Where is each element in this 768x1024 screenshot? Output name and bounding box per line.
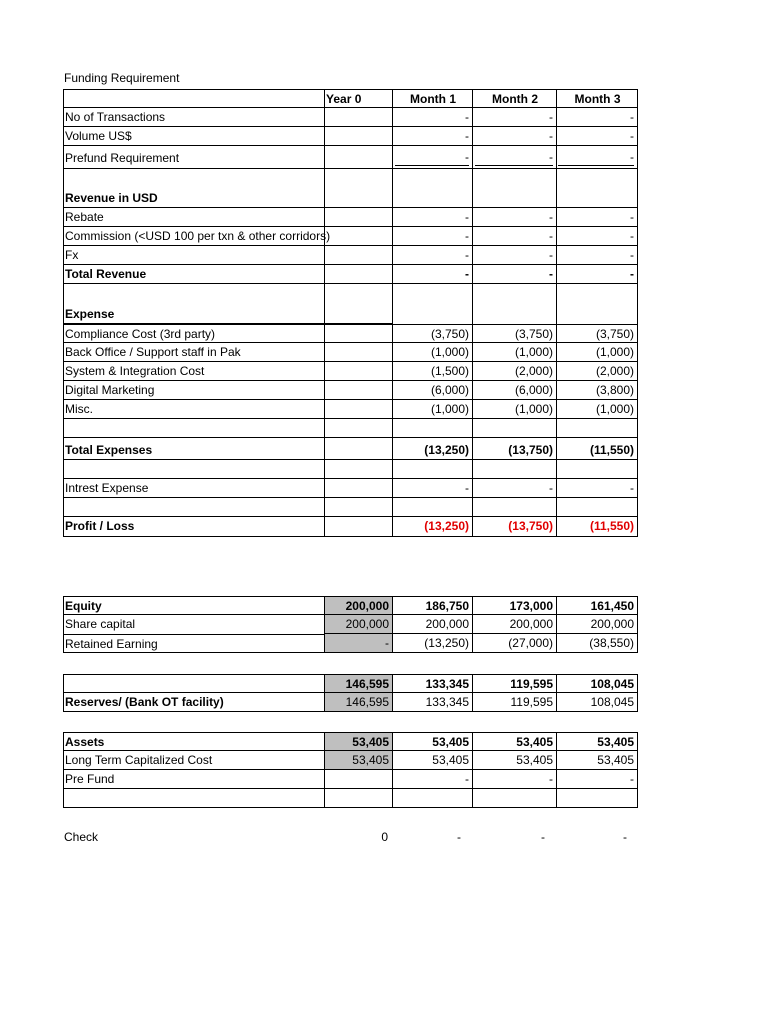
row-label[interactable]: [63, 498, 324, 517]
cell-month2[interactable]: -: [472, 770, 556, 789]
cell-year0[interactable]: [324, 324, 392, 343]
cell-year0[interactable]: [324, 419, 392, 438]
cell-year0[interactable]: [324, 438, 392, 460]
cell-month2[interactable]: -: [472, 127, 556, 146]
cell-month1[interactable]: (13,250): [392, 517, 472, 537]
cell-month3[interactable]: -: [556, 246, 638, 265]
cell-year0[interactable]: [324, 108, 392, 127]
cell-month1[interactable]: -: [392, 108, 472, 127]
cell-month3[interactable]: 53,405: [556, 732, 638, 751]
check-label: Check: [64, 830, 99, 844]
cell-month3[interactable]: [556, 169, 638, 208]
cell-month3[interactable]: 161,450: [556, 596, 638, 615]
cell-month3[interactable]: (38,550): [556, 634, 638, 653]
cell-month3[interactable]: -: [556, 770, 638, 789]
cell-month3[interactable]: (3,800): [556, 381, 638, 400]
expense-heading-row: [63, 284, 638, 324]
cell-year0[interactable]: 146,595: [324, 693, 392, 712]
cell-month1[interactable]: 53,405: [392, 751, 472, 770]
header-row: [63, 89, 638, 108]
cell-month3[interactable]: (2,000): [556, 362, 638, 381]
cell-year0[interactable]: [324, 227, 392, 246]
cell-month1[interactable]: [392, 498, 472, 517]
cell-month3[interactable]: (11,550): [556, 438, 638, 460]
check-year0: 0: [381, 830, 388, 844]
cell-month2[interactable]: -: [472, 246, 556, 265]
cell-month2[interactable]: 200,000: [472, 615, 556, 634]
table-row: [63, 146, 638, 169]
cell-year0[interactable]: [324, 127, 392, 146]
table-row: [63, 615, 638, 634]
cell-year0[interactable]: [324, 381, 392, 400]
row-label[interactable]: Fx: [63, 246, 324, 265]
blank-row: [63, 789, 638, 808]
cell-month3[interactable]: (11,550): [556, 517, 638, 537]
cell-month2[interactable]: -: [472, 108, 556, 127]
cell-month2[interactable]: 53,405: [472, 732, 556, 751]
row-label[interactable]: Compliance Cost (3rd party): [63, 324, 324, 343]
cell-month3[interactable]: 53,405: [556, 751, 638, 770]
cell-month1[interactable]: -: [392, 227, 472, 246]
row-label[interactable]: Assets: [63, 732, 324, 751]
cell-month2[interactable]: -: [472, 479, 556, 498]
total-expenses-row: [63, 438, 638, 460]
cell-year0[interactable]: [324, 498, 392, 517]
cell-month1[interactable]: (1,500): [392, 362, 472, 381]
row-label[interactable]: Pre Fund: [63, 770, 324, 789]
row-label[interactable]: Reserves/ (Bank OT facility): [63, 693, 324, 712]
cell-year0[interactable]: 53,405: [324, 732, 392, 751]
profit-loss-row: [63, 517, 638, 537]
row-label[interactable]: Intrest Expense: [63, 479, 324, 498]
cell-month3[interactable]: [556, 419, 638, 438]
cell-month1[interactable]: -: [392, 479, 472, 498]
cell-month3[interactable]: [556, 460, 638, 479]
total-revenue-row: [63, 265, 638, 284]
cell-year0[interactable]: [324, 343, 392, 362]
cell-month3[interactable]: 200,000: [556, 615, 638, 634]
row-label[interactable]: No of Transactions: [63, 108, 324, 127]
cell-month1[interactable]: (13,250): [392, 634, 472, 653]
cell-month3[interactable]: 108,045: [556, 674, 638, 693]
revenue-heading-row: [63, 169, 638, 208]
cell-month1[interactable]: (13,250): [392, 438, 472, 460]
cell-year0[interactable]: [324, 208, 392, 227]
row-label[interactable]: [63, 460, 324, 479]
cell-month1[interactable]: 133,345: [392, 674, 472, 693]
cell-month3[interactable]: 108,045: [556, 693, 638, 712]
equity-total-row: [63, 596, 638, 615]
cell-month3[interactable]: -: [556, 127, 638, 146]
cell-month2[interactable]: (2,000): [472, 362, 556, 381]
row-label[interactable]: Long Term Capitalized Cost: [63, 751, 324, 770]
table-row: [63, 343, 638, 362]
cell-month2[interactable]: [472, 460, 556, 479]
cell-year0[interactable]: [324, 789, 392, 808]
row-label[interactable]: Total Expenses: [63, 438, 324, 460]
cell-month2[interactable]: (27,000): [472, 634, 556, 653]
cell-month1[interactable]: [392, 419, 472, 438]
table-row: [63, 246, 638, 265]
blank-row: [63, 498, 638, 517]
cell-month2[interactable]: -: [472, 146, 556, 169]
cell-month2[interactable]: [472, 498, 556, 517]
cell-year0[interactable]: [324, 479, 392, 498]
cell-year0[interactable]: 146,595: [324, 674, 392, 693]
cell-month1[interactable]: -: [392, 246, 472, 265]
cell-month2[interactable]: (3,750): [472, 324, 556, 343]
table-row: [63, 770, 638, 789]
cell-month2[interactable]: (1,000): [472, 400, 556, 419]
cell-month3[interactable]: -: [556, 146, 638, 169]
row-label[interactable]: Total Revenue: [63, 265, 324, 284]
row-label[interactable]: Equity: [63, 596, 324, 615]
table-row: [63, 400, 638, 419]
header-month2[interactable]: Month 2: [472, 89, 556, 108]
cell-year0[interactable]: [324, 246, 392, 265]
table-row: [63, 227, 638, 246]
check-month1: -: [457, 830, 461, 844]
row-label[interactable]: Share capital: [63, 615, 324, 634]
cell-month1[interactable]: [392, 169, 472, 208]
cell-month1[interactable]: [392, 460, 472, 479]
row-label[interactable]: Volume US$: [63, 127, 324, 146]
reserves-row: [63, 693, 638, 712]
cell-month1[interactable]: 53,405: [392, 732, 472, 751]
row-label[interactable]: System & Integration Cost: [63, 362, 324, 381]
cell-month3[interactable]: -: [556, 208, 638, 227]
cell-year0[interactable]: [324, 265, 392, 284]
cell-month1[interactable]: (6,000): [392, 381, 472, 400]
cell-year0[interactable]: [324, 284, 392, 324]
cell-month3[interactable]: [556, 789, 638, 808]
cell-month3[interactable]: -: [556, 265, 638, 284]
row-label[interactable]: Profit / Loss: [63, 517, 324, 537]
cell-month3[interactable]: -: [556, 227, 638, 246]
row-label[interactable]: Commission (<USD 100 per txn & other corridors): [63, 227, 324, 246]
cell-month1[interactable]: [392, 789, 472, 808]
reserves-total-row: [63, 674, 638, 693]
cell-month3[interactable]: [556, 498, 638, 517]
cell-month1[interactable]: -: [392, 770, 472, 789]
header-blank[interactable]: [63, 89, 324, 108]
sheet-title: Funding Requirement: [64, 71, 180, 85]
cell-month1[interactable]: 200,000: [392, 615, 472, 634]
cell-year0[interactable]: [324, 460, 392, 479]
blank-row: [63, 460, 638, 479]
table-row: [63, 108, 638, 127]
header-month1[interactable]: Month 1: [392, 89, 472, 108]
cell-year0[interactable]: [324, 362, 392, 381]
row-label[interactable]: [63, 674, 324, 693]
row-label[interactable]: Rebate: [63, 208, 324, 227]
cell-year0[interactable]: 200,000: [324, 615, 392, 634]
cell-year0[interactable]: [324, 146, 392, 169]
table-row: [63, 208, 638, 227]
cell-month1[interactable]: 133,345: [392, 693, 472, 712]
cell-month2[interactable]: -: [472, 265, 556, 284]
cell-year0[interactable]: [324, 400, 392, 419]
cell-month1[interactable]: [392, 284, 472, 324]
expense-heading[interactable]: Expense: [63, 284, 324, 324]
row-label[interactable]: Misc.: [63, 400, 324, 419]
assets-total-row: [63, 732, 638, 751]
cell-month1[interactable]: 186,750: [392, 596, 472, 615]
cell-month1[interactable]: -: [392, 208, 472, 227]
cell-month2[interactable]: [472, 789, 556, 808]
cell-month1[interactable]: -: [392, 265, 472, 284]
row-label[interactable]: Prefund Requirement: [63, 146, 324, 169]
cell-month2[interactable]: [472, 419, 556, 438]
cell-month2[interactable]: -: [472, 227, 556, 246]
cell-month3[interactable]: (3,750): [556, 324, 638, 343]
cell-month2[interactable]: (1,000): [472, 343, 556, 362]
cell-month3[interactable]: (1,000): [556, 343, 638, 362]
cell-month3[interactable]: -: [556, 479, 638, 498]
check-month2: -: [541, 830, 545, 844]
interest-row: [63, 479, 638, 498]
cell-month3[interactable]: [556, 284, 638, 324]
check-month3: -: [623, 830, 627, 844]
table-row: [63, 381, 638, 400]
row-label[interactable]: [63, 419, 324, 438]
header-year0[interactable]: Year 0: [324, 89, 392, 108]
table-row: [63, 751, 638, 770]
row-label[interactable]: [63, 789, 324, 808]
cell-month2[interactable]: (13,750): [472, 438, 556, 460]
cell-month2[interactable]: 173,000: [472, 596, 556, 615]
blank-row: [63, 419, 638, 438]
cell-month2[interactable]: -: [472, 208, 556, 227]
table-row: [63, 634, 638, 653]
cell-month1[interactable]: -: [392, 146, 472, 169]
table-row: [63, 362, 638, 381]
cell-year0[interactable]: [324, 517, 392, 537]
cell-year0[interactable]: -: [324, 634, 392, 653]
cell-year0[interactable]: [324, 770, 392, 789]
cell-month1[interactable]: -: [392, 127, 472, 146]
cell-month2[interactable]: (13,750): [472, 517, 556, 537]
revenue-heading[interactable]: Revenue in USD: [63, 169, 324, 208]
row-label[interactable]: Back Office / Support staff in Pak: [63, 343, 324, 362]
header-month3[interactable]: Month 3: [556, 89, 638, 108]
cell-month2[interactable]: 53,405: [472, 751, 556, 770]
cell-month2[interactable]: [472, 169, 556, 208]
row-label[interactable]: Retained Earning: [63, 634, 324, 653]
cell-month1[interactable]: (3,750): [392, 324, 472, 343]
cell-year0[interactable]: 53,405: [324, 751, 392, 770]
cell-month3[interactable]: -: [556, 108, 638, 127]
cell-month2[interactable]: (6,000): [472, 381, 556, 400]
table-row: [63, 324, 638, 343]
row-label[interactable]: Digital Marketing: [63, 381, 324, 400]
cell-month2[interactable]: [472, 284, 556, 324]
cell-month2[interactable]: 119,595: [472, 674, 556, 693]
cell-month1[interactable]: (1,000): [392, 343, 472, 362]
cell-month2[interactable]: 119,595: [472, 693, 556, 712]
table-row: [63, 127, 638, 146]
cell-year0[interactable]: 200,000: [324, 596, 392, 615]
cell-month1[interactable]: (1,000): [392, 400, 472, 419]
cell-year0[interactable]: [324, 169, 392, 208]
cell-month3[interactable]: (1,000): [556, 400, 638, 419]
